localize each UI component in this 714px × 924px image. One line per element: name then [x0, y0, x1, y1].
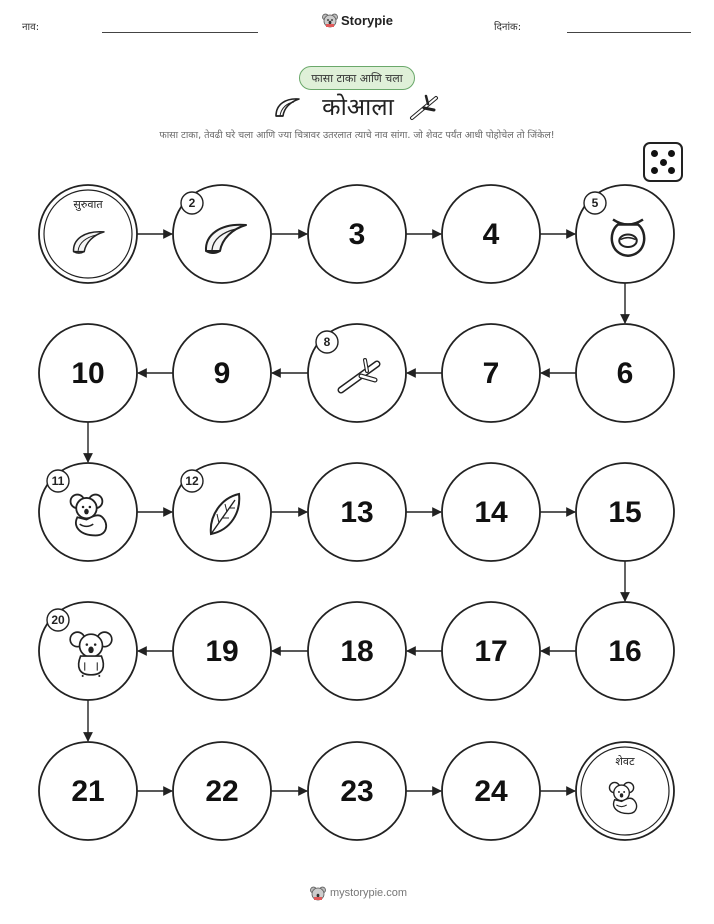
cell-number: 7 — [482, 357, 500, 390]
cell-number: 23 — [340, 775, 374, 808]
board-cell — [442, 463, 540, 561]
start-cell — [39, 185, 137, 283]
cell-number: 21 — [71, 775, 105, 808]
brand-name: Storypie — [341, 12, 394, 28]
cell-number-badge: 8 — [323, 335, 331, 349]
game-type-badge: फासा टाका आणि चला — [299, 66, 415, 90]
board-cell — [308, 602, 406, 700]
board-cell — [173, 324, 271, 422]
board-cell — [308, 324, 406, 422]
footer-url[interactable]: mystorypie.com — [330, 887, 408, 899]
cell-number: 4 — [482, 218, 500, 251]
board-cell — [39, 324, 137, 422]
cell-number: 15 — [608, 496, 642, 529]
board-cell — [173, 602, 271, 700]
board-cell — [173, 742, 271, 840]
footer — [310, 885, 407, 901]
cell-number-badge: 11 — [51, 474, 65, 488]
cell-number-badge: 20 — [51, 613, 65, 627]
cell-number: 18 — [340, 635, 374, 668]
storypie-koala-icon — [310, 885, 326, 901]
cell-number-badge: 12 — [185, 474, 199, 488]
cell-number: 22 — [205, 775, 239, 808]
cell-number: 6 — [616, 357, 634, 390]
board-cell — [442, 742, 540, 840]
board-cell — [39, 463, 137, 561]
name-label: नाव: — [22, 22, 40, 33]
cell-number: 16 — [608, 635, 642, 668]
board-cell — [308, 463, 406, 561]
start-label: सुरुवात — [73, 198, 103, 211]
board-cell — [308, 185, 406, 283]
cell-number: 14 — [474, 496, 508, 529]
instructions-text: फासा टाका, तेवढी घरे चला आणि ज्या चित्रावर उतरलात त्याचे नाव सांगा. जो शेवट पर्यंत आधी पोहोचेल तो जिंकेल! — [159, 130, 555, 141]
cell-number-badge: 5 — [591, 196, 599, 210]
board-cell — [576, 185, 674, 283]
cell-number: 19 — [205, 635, 239, 668]
board-cell — [308, 742, 406, 840]
board-cell — [576, 602, 674, 700]
end-cell — [576, 742, 674, 840]
cell-number: 24 — [474, 775, 508, 808]
board-cell — [442, 602, 540, 700]
board-cell — [442, 185, 540, 283]
date-label: दिनांक: — [494, 22, 522, 33]
board-cell — [39, 742, 137, 840]
page-title: कोआला — [322, 93, 394, 121]
board-cell — [576, 463, 674, 561]
cell-number: 9 — [213, 357, 231, 390]
cell-number: 3 — [348, 218, 366, 251]
board-cell — [39, 602, 137, 700]
board-cell — [173, 185, 271, 283]
board-cell — [442, 324, 540, 422]
board-cell — [576, 324, 674, 422]
board-cell — [173, 463, 271, 561]
cell-number: 13 — [340, 496, 374, 529]
cell-number: 17 — [474, 635, 508, 668]
cell-number-badge: 2 — [188, 196, 196, 210]
pouch-icon — [612, 220, 644, 256]
end-label: शेवट — [615, 755, 635, 768]
cell-number: 10 — [71, 357, 105, 390]
